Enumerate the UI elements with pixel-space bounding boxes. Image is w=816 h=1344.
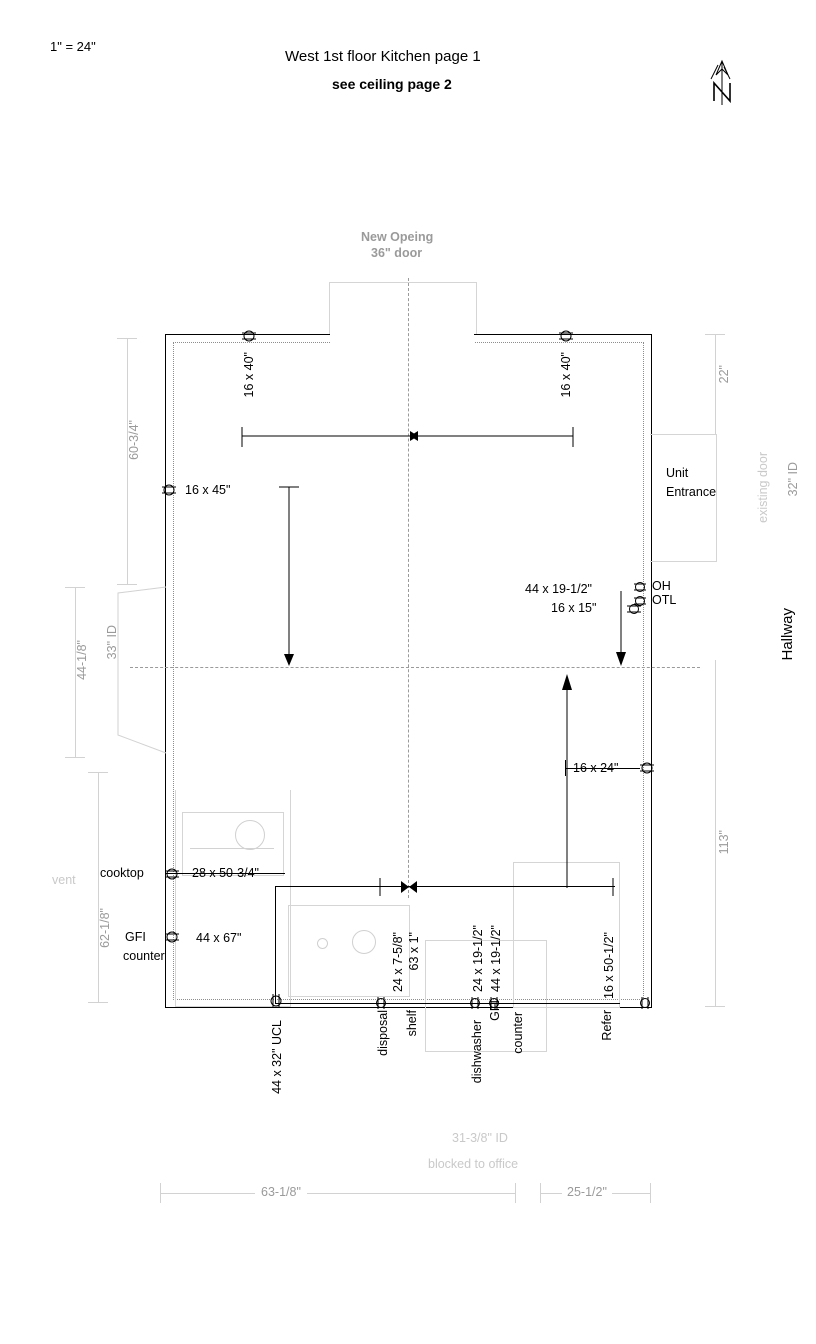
dim-60-34: 60-3/4" <box>127 420 141 460</box>
left-bumpout <box>100 585 170 760</box>
dim-left-tick-a <box>117 338 137 339</box>
dishwasher-label: dishwasher <box>470 1020 484 1084</box>
new-opening-label-1: New Opeing <box>361 230 434 244</box>
vent-label: vent <box>52 873 76 887</box>
dim-63-18: 63-1/8" <box>255 1186 307 1199</box>
outlet-16x40-left <box>241 328 257 344</box>
outlet-44x67-label: 44 x 67" <box>196 931 242 945</box>
page-subtitle: see ceiling page 2 <box>332 76 452 92</box>
outlet-44x19-5b <box>487 995 501 1011</box>
dim-left-tick-f <box>88 1002 108 1003</box>
dim-right-tick-top <box>705 334 725 335</box>
outlet-28x50-34 <box>163 866 181 882</box>
leader-16x24-tick <box>565 760 566 776</box>
dim-left-line-62 <box>98 772 99 1002</box>
dim-33-id: 33" ID <box>105 625 119 660</box>
disposal-label: disposal <box>376 1010 390 1056</box>
outlet-44x32-ucl-label: 44 x 32" UCL <box>270 1020 284 1094</box>
opening-wall-gap <box>330 333 474 335</box>
sink-bowl-right <box>352 930 376 954</box>
dim-22: 22" <box>717 365 731 384</box>
outlet-44x19-5b-label: 44 x 19-1/2" <box>489 925 503 992</box>
outlet-otl-label: OTL <box>652 593 677 607</box>
new-opening-rect <box>329 282 477 335</box>
outlet-28x50-34-label: 28 x 50-3/4" <box>192 866 259 880</box>
outlet-16x40-right <box>558 328 574 344</box>
dim-113: 113" <box>717 830 731 855</box>
outlet-24x7-58 <box>374 995 388 1011</box>
gfi-label-right: GFI <box>488 1000 502 1021</box>
outlet-24x19-5 <box>468 995 482 1011</box>
outlet-16x40-right-label: 16 x 40" <box>559 352 573 398</box>
unit-entrance-label-1: Unit <box>666 466 689 480</box>
counter-line-lower <box>275 1003 620 1004</box>
outlet-16x24 <box>638 760 656 776</box>
dim-left-tick-d <box>65 757 85 758</box>
refer-label: Refer <box>600 1010 614 1041</box>
dim-right-tick-bottom <box>705 1006 725 1007</box>
cooktop-lower-cabinet <box>175 790 291 1007</box>
outlet-16x24-label: 16 x 24" <box>573 761 619 775</box>
dim-62-18: 62-1/8" <box>98 908 112 948</box>
north-arrow-icon <box>700 55 744 107</box>
dim-right-line-113 <box>715 660 716 1006</box>
dim-left-tick-e <box>88 772 108 773</box>
outlet-24x19-5-label: 24 x 19-1/2" <box>471 925 485 992</box>
new-opening-label-2: 36" door <box>371 246 423 260</box>
outlet-44x32-ucl <box>269 992 283 1010</box>
shelf-label: shelf <box>405 1010 419 1037</box>
dim-arrow-bottom <box>275 876 615 898</box>
dim-right-line-22 <box>715 334 716 434</box>
dim-bottom-line-63 <box>160 1193 515 1194</box>
counter-label-left: counter <box>123 949 165 963</box>
hallway-text: Hallway <box>779 608 796 661</box>
dim-25-12: 25-1/2" <box>562 1186 612 1199</box>
outlet-44x67 <box>163 929 181 945</box>
dim-arrow-mid-vertical-up <box>556 670 578 890</box>
outlet-44x19-5-label: 44 x 19-1/2" <box>525 582 592 596</box>
dim-left-line-60 <box>127 338 128 584</box>
outlet-16x40-left-label: 16 x 40" <box>242 352 256 398</box>
outlet-16x45 <box>160 482 178 498</box>
existing-door-label: existing door <box>756 452 770 523</box>
opening-wall-gap-inner <box>330 341 474 343</box>
outlet-16x50-5-label: 16 x 50-1/2" <box>602 932 616 999</box>
dim-bottom-tick-1 <box>160 1183 161 1203</box>
outlet-16x15-label: 16 x 15" <box>551 601 597 615</box>
dim-32-id: 32" ID <box>786 462 800 497</box>
gfi-label-left: GFI <box>125 930 146 944</box>
dim-left-tick-c <box>65 587 85 588</box>
blocked-to-office-label: blocked to office <box>428 1157 519 1171</box>
dim-bottom-tick-3 <box>540 1183 541 1203</box>
outlet-16x50-5 <box>638 995 652 1011</box>
hallway-label <box>780 608 795 666</box>
dim-44-18: 44-1/8" <box>75 640 89 680</box>
page-title: West 1st floor Kitchen page 1 <box>285 48 481 65</box>
dim-bottom-tick-4 <box>650 1183 651 1203</box>
scale-note: 1" = 24" <box>50 39 96 54</box>
cooktop-label: cooktop <box>100 866 144 880</box>
center-line-vertical <box>408 278 409 898</box>
dim-bottom-tick-2 <box>515 1183 516 1203</box>
sink-drain <box>317 938 328 949</box>
outlet-oh-label: OH <box>652 579 671 593</box>
dim-arrow-top <box>240 425 575 447</box>
counter-line-left-end <box>275 886 276 1004</box>
dim-arrow-left-vertical <box>278 486 300 676</box>
dim-31-38-id: 31-3/8" ID <box>452 1131 508 1145</box>
unit-entrance-label-2: Entrance <box>666 485 717 499</box>
outlet-16x15 <box>625 602 643 616</box>
outlet-63x1-label: 63 x 1" <box>407 932 421 971</box>
counter-label-right: counter <box>511 1012 525 1054</box>
outlet-24x7-58-label: 24 x 7-5/8" <box>391 932 405 993</box>
outlet-oh <box>632 580 648 594</box>
outlet-16x45-label: 16 x 45" <box>185 483 231 497</box>
